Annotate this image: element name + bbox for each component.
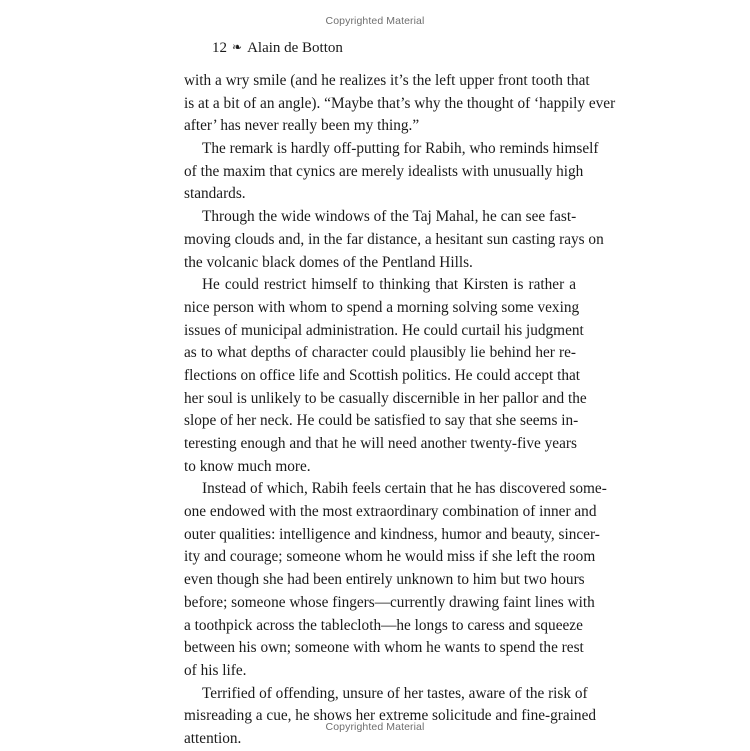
running-head	[212, 40, 343, 57]
paragraph	[184, 206, 604, 274]
text-line: nice person with whom to spend a morning solving some vexing	[184, 298, 580, 316]
text-line: the volcanic black domes of the Pentland Hills.	[184, 253, 473, 271]
text-line: outer qualities: intelligence and kindness, humor and beauty, sincer-	[184, 525, 600, 543]
paragraph	[184, 274, 587, 478]
paragraph	[184, 478, 607, 682]
text-line: between his own; someone with whom he wants to spend the rest	[184, 639, 584, 657]
author-name: Alain de Botton	[247, 40, 343, 56]
text-line: issues of municipal administration. He could curtail his judgment	[184, 321, 584, 339]
text-line: of the maxim that cynics are merely idealists with unusually high	[184, 162, 584, 180]
text-line: ity and courage; someone whom he would miss if she left the room	[184, 548, 596, 566]
text-line: even though she had been entirely unknown to him but two hours	[184, 571, 585, 589]
copyright-watermark-top: Copyrighted Material	[325, 15, 425, 27]
copyright-watermark-bottom: Copyrighted Material	[325, 721, 425, 733]
text-line: The remark is hardly off-putting for Rabih, who reminds himself	[202, 140, 599, 158]
text-line: slope of her neck. He could be satisfied to say that she seems in-	[184, 412, 579, 430]
text-line: Instead of which, Rabih feels certain that he has discovered some-	[202, 480, 607, 498]
text-line: as to what depths of character could plausibly lie behind her re-	[184, 344, 576, 362]
text-line: teresting enough and that he will need another twenty-five years	[184, 435, 577, 452]
page-number: 12	[212, 40, 227, 56]
text-line: her soul is unlikely to be casually discernible in her pallor and the	[184, 389, 587, 407]
text-line: flections on office life and Scottish politics. He could accept that	[184, 366, 581, 384]
paragraph	[184, 70, 616, 138]
paragraph	[184, 138, 599, 206]
body-text	[184, 70, 616, 751]
text-line: one endowed with the most extraordinary combination of inner and	[184, 503, 597, 521]
text-line: of his life.	[184, 661, 247, 679]
text-line: standards.	[184, 185, 246, 203]
text-line: before; someone whose fingers—currently drawing faint lines with	[184, 593, 595, 611]
text-line: a toothpick across the tablecloth—he longs to caress and squeeze	[184, 616, 583, 634]
text-line: He could restrict himself to thinking that Kirsten is rather a	[202, 276, 576, 294]
text-line: misreading a cue, he shows her extreme solicitude and fine-grained	[184, 707, 597, 725]
paragraph	[184, 683, 597, 751]
text-line: after’ has never really been my thing.”	[184, 117, 420, 135]
text-line: attention.	[184, 729, 242, 747]
text-line: Through the wide windows of the Taj Mahal, he can see fast-	[202, 208, 577, 226]
text-line: with a wry smile (and he realizes it’s the left upper front tooth that	[184, 72, 590, 89]
text-line: Terrified of offending, unsure of her tastes, aware of the risk of	[202, 684, 588, 702]
fleuron-ornament-icon: ❧	[232, 40, 243, 54]
text-line: is at a bit of an angle). “Maybe that’s why the thought of ‘happily ever	[184, 94, 616, 112]
text-line: moving clouds and, in the far distance, a hesitant sun casting rays on	[184, 230, 604, 248]
text-line: to know much more.	[184, 457, 311, 475]
